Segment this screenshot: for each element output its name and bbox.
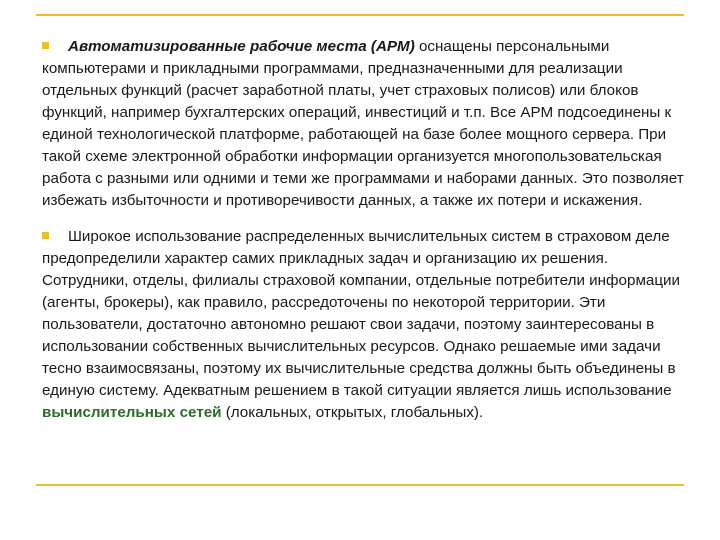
bullet-square-icon xyxy=(42,232,49,239)
term-arm: Автоматизированные рабочие места (АРМ) xyxy=(68,38,415,55)
paragraph-distributed-tail: (локальных, открытых, глобальных). xyxy=(221,404,484,421)
paragraph-arm-text: оснащены персональными компьютерами и прикладными программами, предназначенными для реализации отдельных функций (расчет заработной платы, учет страховых полисов) или блоков функций, например бухгалтерских операций, инвестиций и т.п. Все АРМ подсоединены к единой технологической платформе, работающей на базе более мощного сервера. При такой схеме электронной обработки информации организуется многопользовательская работа с разными или одними и теми же программами и наборами данных. Это позволяет избежать избыточности и противоречивости данных, а также их потери и искажения. xyxy=(42,38,684,209)
term-computer-networks: вычислительных сетей xyxy=(42,404,222,421)
paragraph-arm xyxy=(42,36,692,212)
top-divider xyxy=(36,14,684,16)
paragraph-distributed-text: Широкое использование распределенных вычислительных систем в страховом деле предопределили характер самих прикладных задач и организацию их решения. Сотрудники, отделы, филиалы страховой компании, отдельные потребители информации (агенты, брокеры), как правило, рассредоточены по некоторой территории. Эти пользователи, достаточно автономно решают свои задачи, поэтому заинтересованы в использовании собственных вычислительных ресурсов. Однако решаемые ими задачи тесно взаимосвязаны, поэтому их вычислительные средства должны быть объединены в единую систему. Адекватным решением в такой ситуации является лишь использование xyxy=(42,228,680,399)
slide-content xyxy=(42,36,692,438)
bottom-divider xyxy=(36,484,684,486)
bullet-square-icon xyxy=(42,42,49,49)
paragraph-distributed-systems xyxy=(42,226,692,424)
